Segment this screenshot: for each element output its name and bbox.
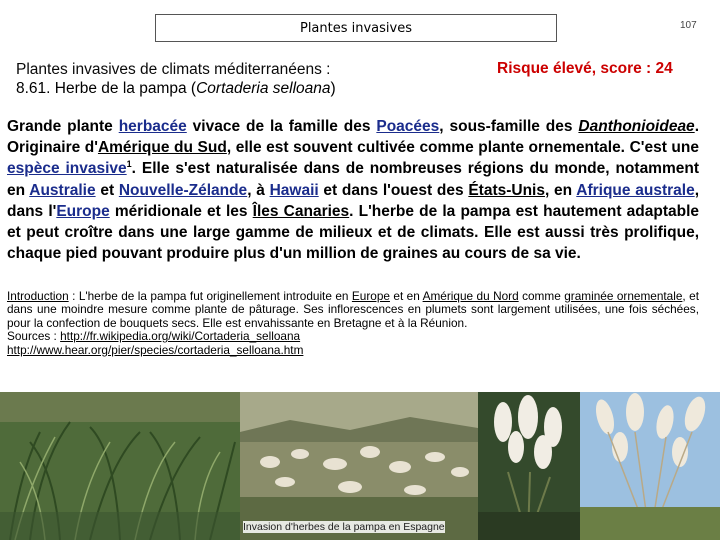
text: méridionale et les [109,202,253,220]
photo-plumes-sky [580,392,720,540]
slide-title-box [155,14,557,42]
text: , à [247,181,270,199]
text: , elle est souvent cultivée comme plante ornementale. C'est une [226,139,699,157]
link-australie[interactable]: Australie [29,181,96,199]
plumes-sky-image [580,392,720,540]
photo-pampas-spain [240,392,478,540]
text: , sous-famille des [439,118,579,135]
link-danthonioideae[interactable] [578,118,694,135]
link-afrique-australe[interactable]: Afrique australe [576,181,695,199]
text: et dans l'ouest des [318,181,469,199]
photo-tall-plumes [478,392,580,540]
text: . L'herbe de la pampa est hautement adaptable et peut croître dans une large gamme de milieux et de climats. Elle est aussi très prolifique, chaque pied pouvant produire plus d'un million de graines au cours de sa vie. [7,202,699,263]
link-etats-unis[interactable]: États-Unis [468,181,545,199]
tall-plumes-image [478,392,580,540]
link-iles-canaries[interactable]: Îles Canaries [252,202,350,220]
page-number: 107 [680,20,697,31]
link-europe-note[interactable]: Europe [351,289,390,303]
heading-line-1: Plantes invasives de climats méditerranéens : [16,61,331,78]
text: , dans l' [7,181,700,220]
footnote-ref: 1 [126,159,132,170]
pampas-landscape-image [240,392,478,540]
slide-title: Plantes invasives [299,20,413,36]
link-espece-invasive[interactable]: espèce invasive [7,160,127,178]
text: , et dans une moindre mesure comme plante de pâturage. Ses inflorescences en plumets sont largement utilisées, une fois séchées, pour la confection de bouquets secs. Elle est envahissante en Bretagne et à la Réunion. [7,289,699,330]
text: comme [518,289,565,303]
introduction-note [7,290,699,357]
link-danthonioideae-text: Danthonioideae [578,118,695,135]
heading-suffix: ) [330,80,336,97]
species-name: Cortaderia selloana [196,80,331,97]
text: , en [544,181,577,199]
text: et en [389,289,423,303]
risk-score: Risque élevé, score : 24 [497,60,673,77]
sources-label: Sources : [7,329,61,344]
link-amerique-du-nord[interactable]: Amérique du Nord [422,289,519,303]
text: . Elle s'est naturalisée dans de nombreuses régions du monde, notamment en [7,160,700,199]
photo-caption: Invasion d'herbes de la pampa en Espagne [243,521,445,533]
section-heading [16,60,336,98]
main-paragraph [7,116,699,264]
photo-grass-clumps [0,392,240,540]
text: Grande plante [7,118,119,135]
link-hawaii[interactable]: Hawaii [269,181,319,199]
source-link-wikipedia[interactable]: http://fr.wikipedia.org/wiki/Cortaderia_selloana [60,329,301,344]
link-amerique-du-sud[interactable]: Amérique du Sud [97,139,227,157]
text: . Originaire d' [7,118,699,157]
grass-clumps-image [0,392,240,540]
text: : L'herbe de la pampa fut originellement introduite en [68,289,352,303]
link-nouvelle-zelande[interactable]: Nouvelle-Zélande [118,181,248,199]
link-graminee-ornementale[interactable]: graminée ornementale [564,289,683,303]
source-link-hear[interactable]: http://www.hear.org/pier/species/cortaderia_selloana.htm [7,342,304,357]
photo-strip [0,392,720,540]
link-poacees[interactable]: Poacées [376,118,440,135]
link-herbacee[interactable]: herbacée [118,118,187,135]
heading-line-2 [16,79,336,98]
link-europe[interactable]: Europe [56,202,110,220]
heading-prefix: 8.61. Herbe de la pampa ( [16,80,197,97]
text: et [95,181,119,199]
text: vivace de la famille des [186,118,377,135]
link-introduction[interactable]: Introduction [7,289,69,303]
